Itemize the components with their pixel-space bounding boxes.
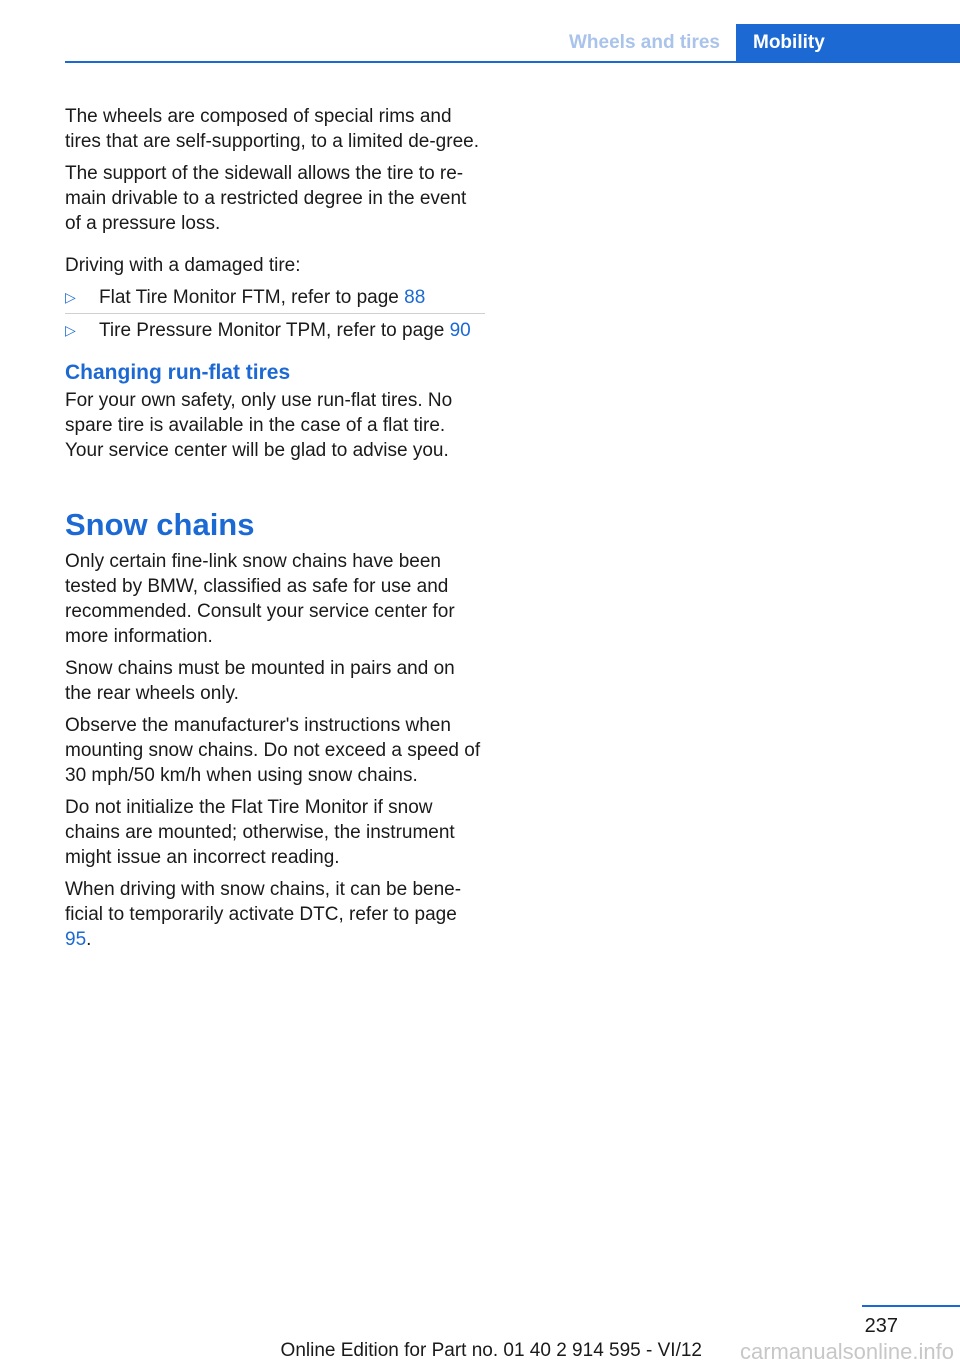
list-item-text: Flat Tire Monitor FTM, refer to page	[99, 287, 405, 308]
damaged-tire-list	[65, 281, 485, 346]
snow-paragraph-1: Only certain fine-link snow chains have been tested by BMW, classified as safe for use and recommended. Consult your service center for more information.	[65, 551, 455, 647]
watermark: carmanualsonline.info	[739, 1339, 954, 1364]
snow-chains-heading: Snow chains	[65, 507, 255, 542]
snow-paragraph-2: Snow chains must be mounted in pairs and on the rear wheels only.	[65, 658, 455, 704]
page-link-95[interactable]: 95	[65, 929, 87, 950]
header-section-title: Wheels and tires	[569, 31, 720, 53]
page-link-90[interactable]: 90	[449, 320, 471, 341]
footer-rule	[862, 1305, 960, 1307]
list-item	[65, 313, 485, 346]
bullet-triangle-icon: ▷	[65, 322, 76, 338]
page-number: 237	[864, 1315, 898, 1337]
intro-paragraph-3: Driving with a damaged tire:	[65, 255, 301, 276]
main-column	[65, 104, 485, 959]
snow-paragraph-3: Observe the manufacturer's instructions when mounting snow chains. Do not exceed a speed of 30 mph/50 km/h when using snow chains.	[65, 715, 481, 786]
header-rule	[65, 61, 960, 63]
bullet-triangle-icon: ▷	[65, 289, 76, 305]
intro-paragraph-2: The support of the sidewall allows the tire to re-main drivable to a restricted degree in the event of a pressure loss.	[65, 163, 467, 234]
edition-text: Online Edition for Part no. 01 40 2 914 595 - VI/12	[280, 1340, 702, 1361]
changing-run-flat-paragraph: For your own safety, only use run-flat tires. No spare tire is available in the case of a flat tire. Your service center will be glad to advise you.	[65, 390, 453, 461]
list-item-text: Tire Pressure Monitor TPM, refer to page	[99, 320, 450, 341]
page-link-88[interactable]: 88	[404, 287, 426, 308]
changing-run-flat-heading: Changing run-flat tires	[65, 361, 291, 384]
snow-paragraph-4: Do not initialize the Flat Tire Monitor if snow chains are mounted; otherwise, the instrument might issue an incorrect reading.	[65, 797, 455, 868]
snow-paragraph-5-end: .	[86, 929, 92, 950]
list-item	[65, 281, 485, 313]
header-chapter-tab: Mobility	[736, 24, 960, 62]
snow-paragraph-5	[65, 877, 485, 952]
snow-paragraph-5-text: When driving with snow chains, it can be bene-ficial to temporarily activate DTC, refer to page	[65, 879, 462, 925]
intro-paragraph-1: The wheels are composed of special rims and tires that are self-supporting, to a limited de-gree.	[65, 106, 479, 152]
